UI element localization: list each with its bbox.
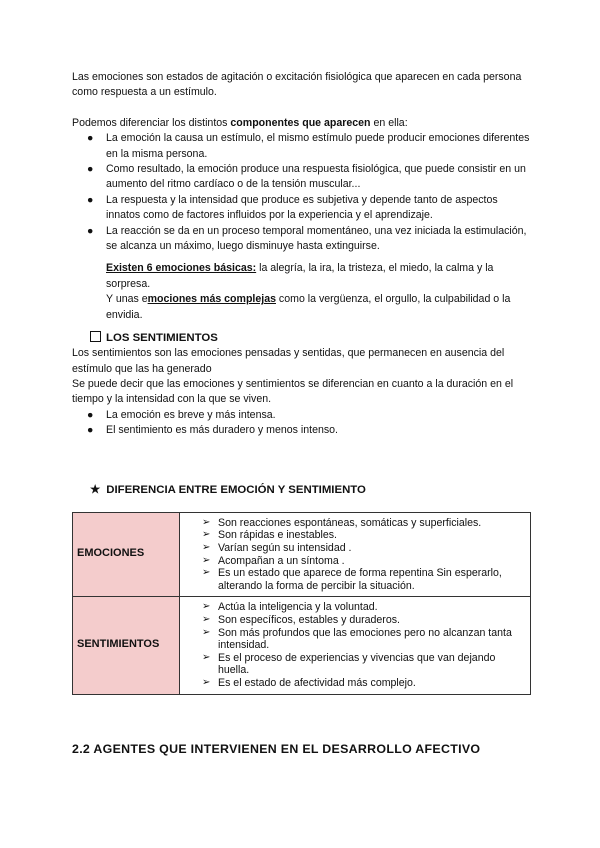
components-lead-bold: componentes que aparecen <box>230 116 371 129</box>
comparison-table <box>72 512 531 695</box>
list-item <box>202 555 524 568</box>
list-item-text: La emoción la causa un estímulo, el mismo estímulo puede producir emociones diferentes en la misma persona. <box>106 132 530 160</box>
bullet-icon: ● <box>87 193 94 206</box>
list-item <box>202 517 524 530</box>
table-row-label: SENTIMIENTOS <box>73 596 180 694</box>
list-item <box>72 423 532 438</box>
arrow-bullet-icon: ➢ <box>202 567 211 579</box>
basic-emotions-paragraph <box>106 261 532 292</box>
list-item-text: Son específicos, estables y duraderos. <box>218 614 400 627</box>
arrow-bullet-icon: ➢ <box>202 516 211 528</box>
complex-emotions-label: mociones más complejas <box>147 293 276 306</box>
list-item <box>202 529 524 542</box>
arrow-bullet-icon: ➢ <box>202 529 211 541</box>
basic-emotions-label: Existen 6 emociones básicas: <box>106 262 257 275</box>
table-row-items <box>180 596 531 694</box>
list-item-text: Son rápidas e inestables. <box>218 529 337 542</box>
table-row <box>73 596 531 694</box>
list-item <box>202 677 524 690</box>
list-item-text: La respuesta y la intensidad que produce es subjetiva y depende tanto de aspectos innatos como de factores influidos por la experiencia y el aprendizaje. <box>106 193 498 222</box>
checkbox-icon <box>90 331 101 342</box>
table-row-label: EMOCIONES <box>73 512 180 596</box>
emotion-types-block <box>72 261 532 323</box>
intro-paragraph: Las emociones son estados de agitación o excitación fisiológica que aparecen en cada persona como respuesta a un estímulo. <box>72 71 522 99</box>
complex-emotions-text: como la vergüenza, el orgullo, la culpabilidad o la envidia. <box>106 293 511 321</box>
diferencia-heading-text: DIFERENCIA ENTRE EMOCIÓN Y SENTIMIENTO <box>106 483 366 496</box>
arrow-bullet-icon: ➢ <box>202 626 211 638</box>
list-item-text: Es el estado de afectividad más complejo. <box>218 677 416 690</box>
list-item <box>202 567 524 592</box>
sentimientos-heading <box>72 330 532 346</box>
bullet-icon: ● <box>87 132 94 145</box>
list-item <box>202 601 524 614</box>
list-item <box>72 131 532 162</box>
bullet-icon: ● <box>87 163 94 176</box>
list-item-text: Varían según su intensidad . <box>218 541 352 554</box>
bullet-icon: ● <box>87 424 94 437</box>
arrow-bullet-icon: ➢ <box>202 651 211 663</box>
sentimientos-paragraph-2: Se puede decir que las emociones y sentimientos se diferencian en cuanto a la duración en el tiempo y la intensidad con la que se viven. <box>72 377 514 406</box>
arrow-bullet-icon: ➢ <box>202 601 211 613</box>
list-item-text: Actúa la inteligencia y la voluntad. <box>218 601 378 614</box>
complex-emotions-paragraph <box>106 292 532 323</box>
list-item-text: Es un estado que aparece de forma repentina Sin esperarlo, alterando la forma de percibir la situación. <box>218 567 502 592</box>
diferencia-heading <box>72 482 532 498</box>
components-list <box>72 131 532 254</box>
document-page <box>72 70 532 757</box>
table-row-items <box>180 512 531 596</box>
list-item <box>72 162 532 193</box>
arrow-bullet-icon: ➢ <box>202 541 211 553</box>
table-row <box>73 512 531 596</box>
list-item-text: Acompañan a un síntoma . <box>218 554 345 567</box>
components-lead <box>72 116 532 131</box>
list-item-text: La reacción se da en un proceso temporal momentáneo, una vez iniciada la estimulación, se alcanza un máximo, luego disminuye hasta extinguirse. <box>106 224 527 253</box>
sentimientos-heading-text: LOS SENTIMIENTOS <box>106 332 218 345</box>
sentimientos-list <box>72 408 532 439</box>
list-item-text: La emoción es breve y más intensa. <box>106 408 276 421</box>
list-item-text: El sentimiento es más duradero y menos intenso. <box>106 424 339 437</box>
list-item <box>72 193 532 224</box>
star-icon: ★ <box>90 483 101 496</box>
components-lead-before: Podemos diferenciar los distintos <box>72 116 231 129</box>
list-item-text: Es el proceso de experiencias y vivencias que van dejando huella. <box>218 651 496 677</box>
list-item <box>202 652 524 677</box>
list-item-text: Como resultado, la emoción produce una respuesta fisiológica, que puede consistir en un aumento del ritmo cardíaco o de la tensión muscular... <box>106 163 526 191</box>
list-item-text: Son reacciones espontáneas, somáticas y superficiales. <box>218 516 482 529</box>
basic-emotions-text: la alegría, la ira, la tristeza, el miedo, la calma y la sorpresa. <box>106 262 494 290</box>
list-item <box>202 627 524 652</box>
list-item-text: Son más profundos que las emociones pero no alcanzan tanta intensidad. <box>218 626 512 652</box>
components-lead-after: en ella: <box>370 116 408 129</box>
list-item <box>72 224 532 255</box>
list-item <box>202 542 524 555</box>
arrow-bullet-icon: ➢ <box>202 677 211 689</box>
list-item <box>202 614 524 627</box>
agents-heading: 2.2 AGENTES QUE INTERVIENEN EN EL DESARROLLO AFECTIVO <box>72 741 481 756</box>
list-item <box>72 408 532 423</box>
complex-emotions-before: Y unas e <box>106 293 148 306</box>
arrow-bullet-icon: ➢ <box>202 554 211 566</box>
sentimientos-paragraph-1: Los sentimientos son las emociones pensadas y sentidas, que permanecen en ausencia del estímulo que las ha generado <box>72 347 505 375</box>
bullet-icon: ● <box>87 224 94 237</box>
arrow-bullet-icon: ➢ <box>202 614 211 626</box>
bullet-icon: ● <box>87 408 94 421</box>
